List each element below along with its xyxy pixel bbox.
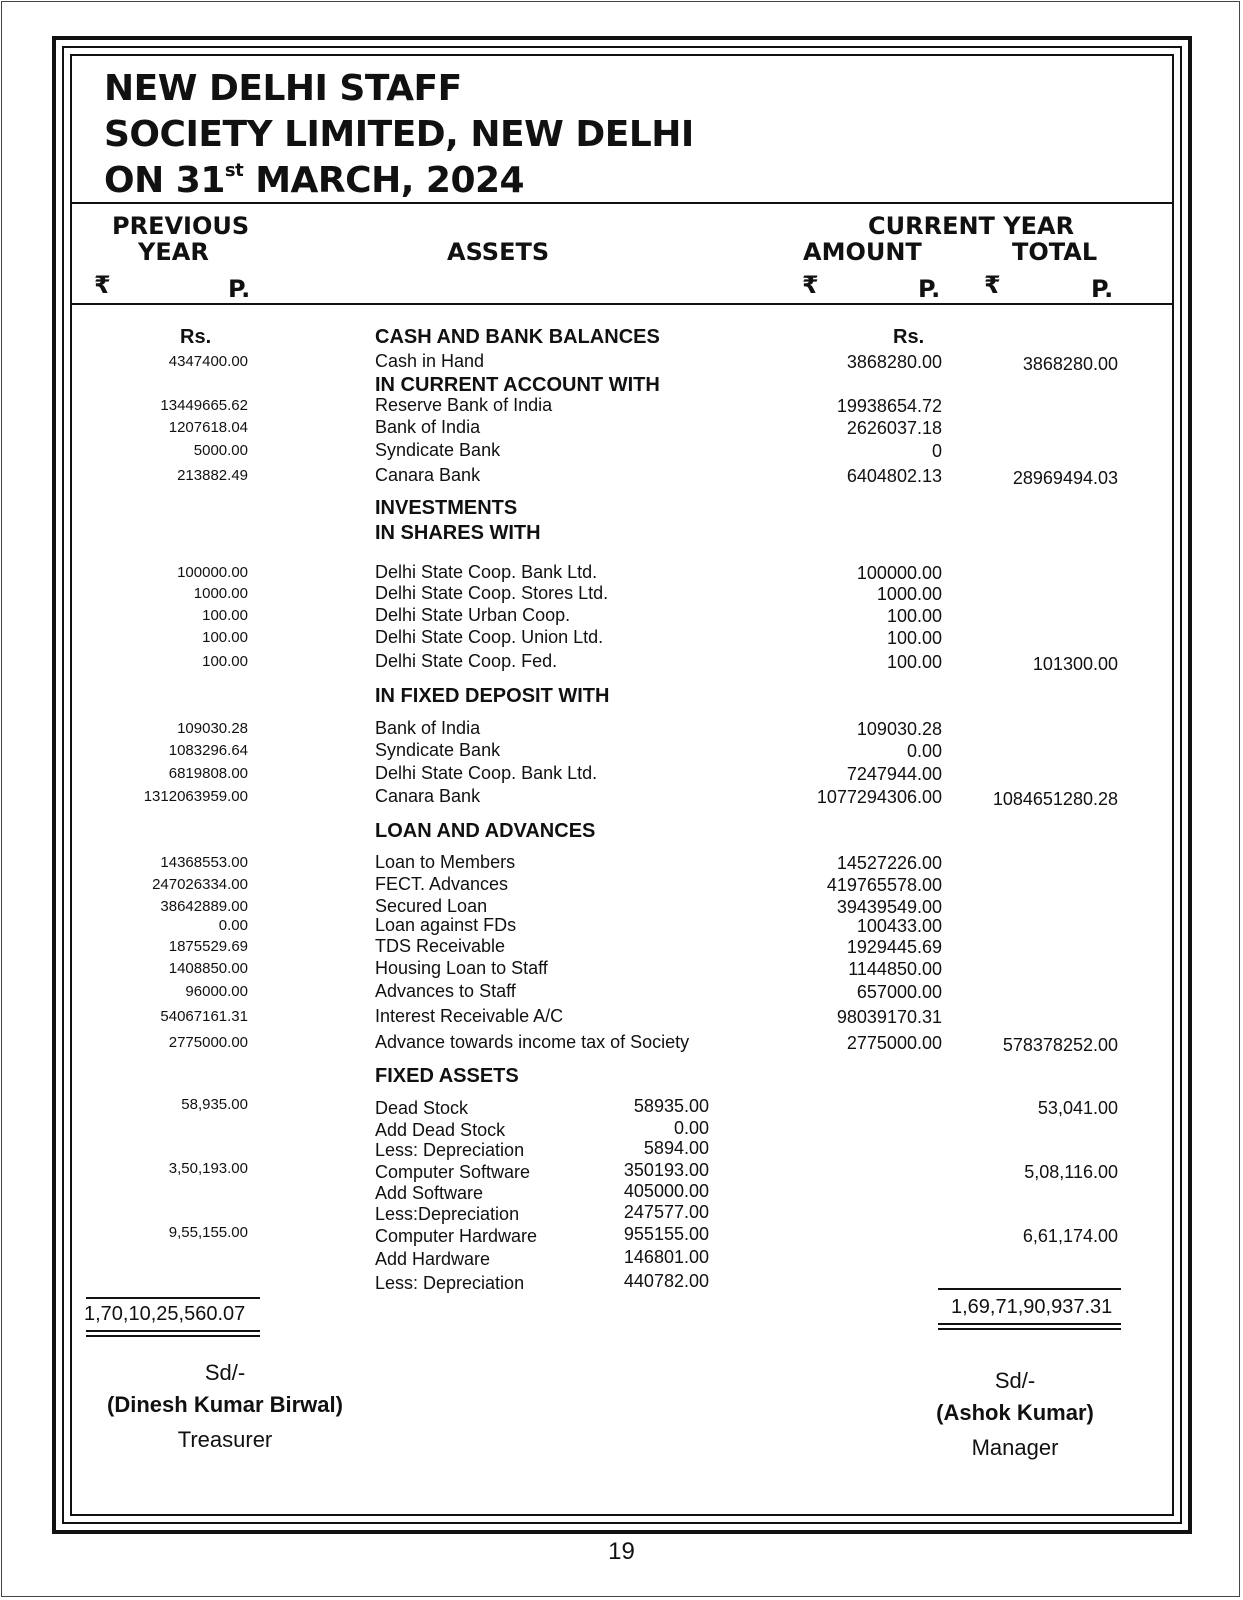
section-current-account: IN CURRENT ACCOUNT WITH — [375, 374, 660, 396]
signature-left-role: Treasurer — [177, 1427, 273, 1452]
asset-label: Less: Depreciation — [375, 1140, 525, 1160]
title-line-2: SOCIETY LIMITED, NEW DELHI — [104, 114, 694, 155]
previous-year-value: 0.00 — [218, 917, 248, 934]
current-total-value: 3868280.00 — [1022, 354, 1118, 374]
asset-label: Canara Bank — [375, 786, 481, 806]
previous-year-value: 5000.00 — [193, 442, 248, 459]
header-assets: ASSETS — [447, 238, 550, 266]
current-amount-value: 6404802.13 — [846, 466, 942, 486]
section-shares: IN SHARES WITH — [375, 522, 541, 544]
sub-amount-value: 0.00 — [673, 1118, 709, 1138]
asset-label: Cash in Hand — [375, 351, 485, 371]
header-total: TOTAL — [1012, 238, 1098, 266]
asset-label: Computer Software — [375, 1162, 531, 1182]
sub-amount-value: 955155.00 — [623, 1224, 709, 1244]
current-total-value: 101300.00 — [1032, 654, 1118, 674]
manager-name: (Ashok Kumar) — [936, 1400, 1094, 1425]
current-amount-value: 419765578.00 — [826, 875, 942, 895]
header-previous: PREVIOUS — [112, 212, 250, 240]
asset-label: Interest Receivable A/C — [375, 1006, 564, 1026]
asset-label: Delhi State Coop. Fed. — [375, 651, 558, 671]
current-total-value: 6,61,174.00 — [1022, 1226, 1118, 1246]
signature-left — [80, 1358, 370, 1458]
previous-year-value: 3,50,193.00 — [168, 1160, 248, 1177]
current-amount-value: 98039170.31 — [836, 1007, 942, 1027]
previous-year-value: 247026334.00 — [152, 876, 248, 893]
rs-label-prev: Rs. — [180, 326, 212, 348]
title-line-3-b: MARCH, 2024 — [243, 160, 525, 201]
signature-right-name — [900, 1396, 1130, 1430]
previous-year-value: 13449665.62 — [160, 397, 248, 414]
previous-year-value: 1207618.04 — [168, 419, 248, 436]
asset-label: Add Dead Stock — [375, 1120, 506, 1140]
asset-label: Add Software — [375, 1183, 484, 1203]
grand-total-previous: 1,70,10,25,560.07 — [84, 1303, 246, 1325]
asset-label: Bank of India — [375, 718, 481, 738]
previous-year-value: 6819808.00 — [168, 765, 248, 782]
current-total-value: 578378252.00 — [1002, 1035, 1118, 1055]
asset-label: Delhi State Urban Coop. — [375, 605, 571, 625]
previous-year-value: 2775000.00 — [168, 1034, 248, 1051]
signature-right-sd: Sd/- — [994, 1368, 1036, 1393]
asset-label: Advances to Staff — [375, 981, 516, 1001]
current-amount-value: 657000.00 — [856, 982, 942, 1002]
previous-year-value: 100.00 — [202, 629, 248, 646]
asset-label: Delhi State Coop. Bank Ltd. — [375, 763, 598, 783]
sub-amount-value: 440782.00 — [623, 1271, 709, 1291]
grand-total-current: 1,69,71,90,937.31 — [951, 1296, 1113, 1318]
previous-year-value: 96000.00 — [185, 983, 248, 1000]
asset-label: Syndicate Bank — [375, 740, 501, 760]
asset-label: Computer Hardware — [375, 1226, 538, 1246]
sub-amount-value: 5894.00 — [643, 1138, 709, 1158]
current-total-value: 5,08,116.00 — [1024, 1162, 1118, 1182]
title-line-3 — [104, 158, 694, 204]
section-fixed-deposit: IN FIXED DEPOSIT WITH — [375, 685, 610, 707]
sub-amount-value: 247577.00 — [623, 1202, 709, 1222]
current-total-double-rule — [938, 1323, 1121, 1330]
previous-year-value: 109030.28 — [177, 720, 248, 737]
current-amount-value: 1144850.00 — [848, 959, 942, 979]
current-amount-value: 39439549.00 — [836, 897, 942, 917]
sub-amount-value: 350193.00 — [623, 1160, 709, 1180]
asset-label: TDS Receivable — [375, 936, 506, 956]
signature-left-sd: Sd/- — [204, 1360, 246, 1385]
previous-year-value: 9,55,155.00 — [168, 1224, 248, 1241]
asset-label: Delhi State Coop. Bank Ltd. — [375, 562, 598, 582]
previous-year-value: 58,935.00 — [181, 1096, 248, 1113]
asset-label: Secured Loan — [375, 896, 488, 916]
current-total-rule — [938, 1288, 1121, 1290]
previous-year-value: 100000.00 — [177, 564, 248, 581]
signature-left-name — [80, 1388, 370, 1422]
current-amount-value: 1000.00 — [876, 584, 942, 604]
title-superscript: st — [224, 160, 244, 181]
asset-label: Delhi State Coop. Union Ltd. — [375, 627, 604, 647]
previous-year-value: 1000.00 — [193, 585, 248, 602]
previous-year-value: 38642889.00 — [160, 898, 248, 915]
current-amount-value: 100.00 — [886, 628, 942, 648]
asset-label: Loan against FDs — [375, 915, 517, 935]
page-number: 19 — [608, 1538, 635, 1565]
previous-year-value: 1083296.64 — [168, 742, 248, 759]
rupee-symbol-total: ₹ — [984, 271, 1001, 299]
current-amount-value: 100000.00 — [856, 563, 942, 583]
section-investments: INVESTMENTS — [375, 497, 518, 519]
previous-year-value: 14368553.00 — [160, 854, 248, 871]
document-title — [104, 66, 694, 204]
asset-label: Delhi State Coop. Stores Ltd. — [375, 583, 609, 603]
sub-amount-value: 146801.00 — [623, 1247, 709, 1267]
paise-amount: P. — [918, 275, 941, 303]
rupee-symbol-prev: ₹ — [94, 271, 111, 299]
asset-label: Loan to Members — [375, 852, 516, 872]
header-divider — [72, 303, 1172, 305]
rupee-symbol-amount: ₹ — [802, 271, 819, 299]
current-amount-value: 100.00 — [886, 606, 942, 626]
current-amount-value: 14527226.00 — [836, 853, 942, 873]
section-loans: LOAN AND ADVANCES — [375, 820, 596, 842]
previous-year-value: 4347400.00 — [168, 353, 248, 370]
current-amount-value: 100.00 — [886, 652, 942, 672]
title-line-3-a: ON 31 — [104, 160, 225, 201]
current-amount-value: 3868280.00 — [846, 352, 942, 372]
current-amount-value: 1929445.69 — [846, 937, 942, 957]
current-total-value: 53,041.00 — [1037, 1098, 1118, 1118]
asset-label: FECT. Advances — [375, 874, 509, 894]
asset-label: Less:Depreciation — [375, 1204, 520, 1224]
asset-label: Housing Loan to Staff — [375, 958, 548, 978]
current-amount-value: 100433.00 — [856, 916, 942, 936]
rs-label-current: Rs. — [893, 326, 925, 348]
current-amount-value: 2775000.00 — [846, 1033, 942, 1053]
current-amount-value: 1077294306.00 — [816, 787, 942, 807]
header-amount: AMOUNT — [803, 238, 922, 266]
current-total-value: 1084651280.28 — [992, 789, 1118, 809]
title-line-1: NEW DELHI STAFF — [104, 68, 462, 109]
previous-year-value: 1875529.69 — [168, 938, 248, 955]
asset-label: Dead Stock — [375, 1098, 469, 1118]
asset-label: Bank of India — [375, 417, 481, 437]
sub-amount-value: 405000.00 — [623, 1181, 709, 1201]
current-amount-value: 0.00 — [906, 741, 942, 761]
header-year: YEAR — [138, 238, 209, 266]
previous-year-value: 54067161.31 — [160, 1008, 248, 1025]
asset-label: Canara Bank — [375, 465, 481, 485]
treasurer-name: (Dinesh Kumar Birwal) — [107, 1392, 343, 1417]
current-total-value: 28969494.03 — [1012, 468, 1118, 488]
previous-year-value: 1312063959.00 — [143, 788, 248, 805]
section-fixed-assets: FIXED ASSETS — [375, 1065, 519, 1087]
current-amount-value: 7247944.00 — [846, 764, 942, 784]
current-amount-value: 109030.28 — [856, 719, 942, 739]
current-amount-value: 0 — [931, 441, 942, 461]
asset-label: Advance towards income tax of Society — [375, 1032, 690, 1052]
paise-total: P. — [1091, 275, 1114, 303]
asset-label: Reserve Bank of India — [375, 395, 553, 415]
asset-label: Syndicate Bank — [375, 440, 501, 460]
header-current-year: CURRENT YEAR — [868, 212, 1075, 240]
previous-year-value: 213882.49 — [177, 467, 248, 484]
signature-right-role: Manager — [971, 1435, 1059, 1460]
asset-label: Add Hardware — [375, 1249, 491, 1269]
previous-year-value: 100.00 — [202, 653, 248, 670]
signature-right — [900, 1366, 1130, 1466]
previous-year-value: 100.00 — [202, 607, 248, 624]
asset-label: Less: Depreciation — [375, 1273, 525, 1293]
section-cash-bank: CASH AND BANK BALANCES — [375, 326, 660, 348]
paise-prev: P. — [228, 275, 251, 303]
sub-amount-value: 58935.00 — [633, 1096, 709, 1116]
current-amount-value: 2626037.18 — [846, 418, 942, 438]
prev-total-rule — [86, 1297, 260, 1299]
title-divider — [72, 202, 1172, 204]
previous-year-value: 1408850.00 — [168, 960, 248, 977]
current-amount-value: 19938654.72 — [836, 396, 942, 416]
prev-total-double-rule — [86, 1330, 260, 1337]
